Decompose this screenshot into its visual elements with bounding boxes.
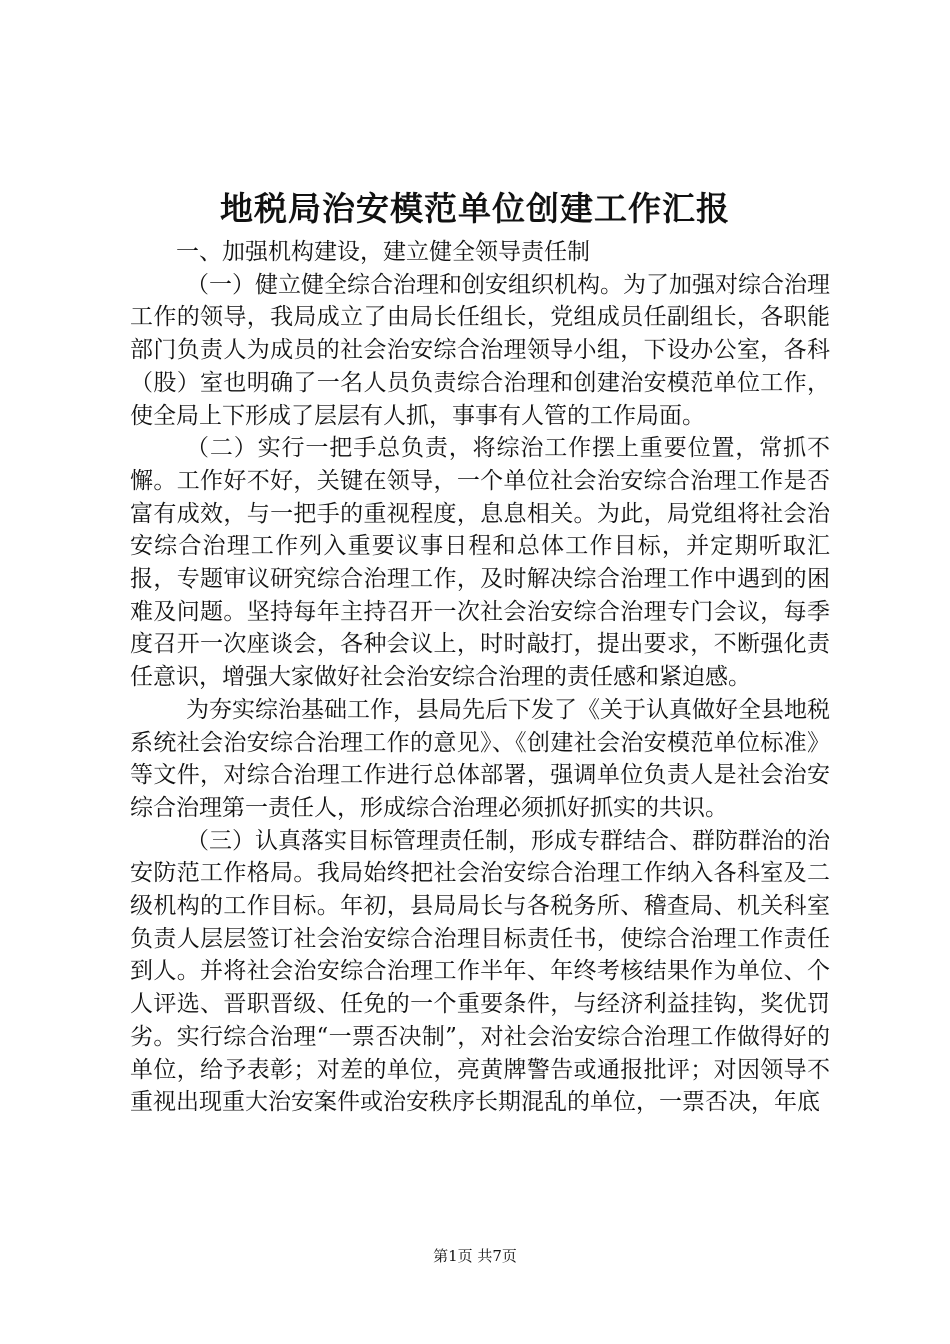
- page-footer: 第1页 共7页: [433, 1247, 517, 1265]
- paragraph: （二）实行一把手总负责，将综治工作摆上重要位置，常抓不懈。工作好不好，关键在领导，一个单位社会治安综合治理工作是否富有成效，与一把手的重视程度，息息相关。为此，局党组将社会治安综合治理工作列入重要议事日程和总体工作目标，并定期听取汇报，专题审议研究综合治理工作，及时解决综合治理工作中遇到的困难及问题。坚持每年主持召开一次社会治安综合治理专门会议，每季度召开一次座谈会，各种会议上，时时敲打，提出要求，不断强化责任意识，增强大家做好社会治安综合治理的责任感和紧迫感。: [130, 435, 830, 691]
- document-body: [130, 236, 830, 1119]
- paragraph: （三）认真落实目标管理责任制，形成专群结合、群防群治的治安防范工作格局。我局始终把社会治安综合治理工作纳入各科室及二级机构的工作目标。年初，县局局长与各税务所、稽查局、机关科室负责人层层签订社会治安综合治理目标责任书，使综合治理工作责任到人。并将社会治安综合治理工作半年、年终考核结果作为单位、个人评选、晋职晋级、任免的一个重要条件，与经济利益挂钩，奖优罚劣。实行综合治理“一票否决制”，对社会治安综合治理工作做得好的单位，给予表彰；对差的单位，亮黄牌警告或通报批评；对因领导不重视出现重大治安案件或治安秩序长期混乱的单位，一票否决，年底: [130, 827, 830, 1116]
- paragraph: （一）健立健全综合治理和创安组织机构。为了加强对综合治理工作的领导，我局成立了由局长任组长，党组成员任副组长，各职能部门负责人为成员的社会治安综合治理领导小组，下设办公室，各科（股）室也明确了一名人员负责综合治理和创建治安模范单位工作，使全局上下形成了层层有人抓，事事有人管的工作局面。: [130, 271, 830, 429]
- document-title: 地税局治安模范单位创建工作汇报: [220, 189, 730, 228]
- paragraph: 为夯实综治基础工作，县局先后下发了《关于认真做好全县地税系统社会治安综合治理工作的意见》、《创建社会治安模范单位标准》等文件，对综合治理工作进行总体部署，强调单位负责人是社会治安综合治理第一责任人，形成综合治理必须抓好抓实的共识。: [130, 696, 830, 821]
- section-heading: 一、加强机构建设，建立健全领导责任制: [176, 239, 590, 265]
